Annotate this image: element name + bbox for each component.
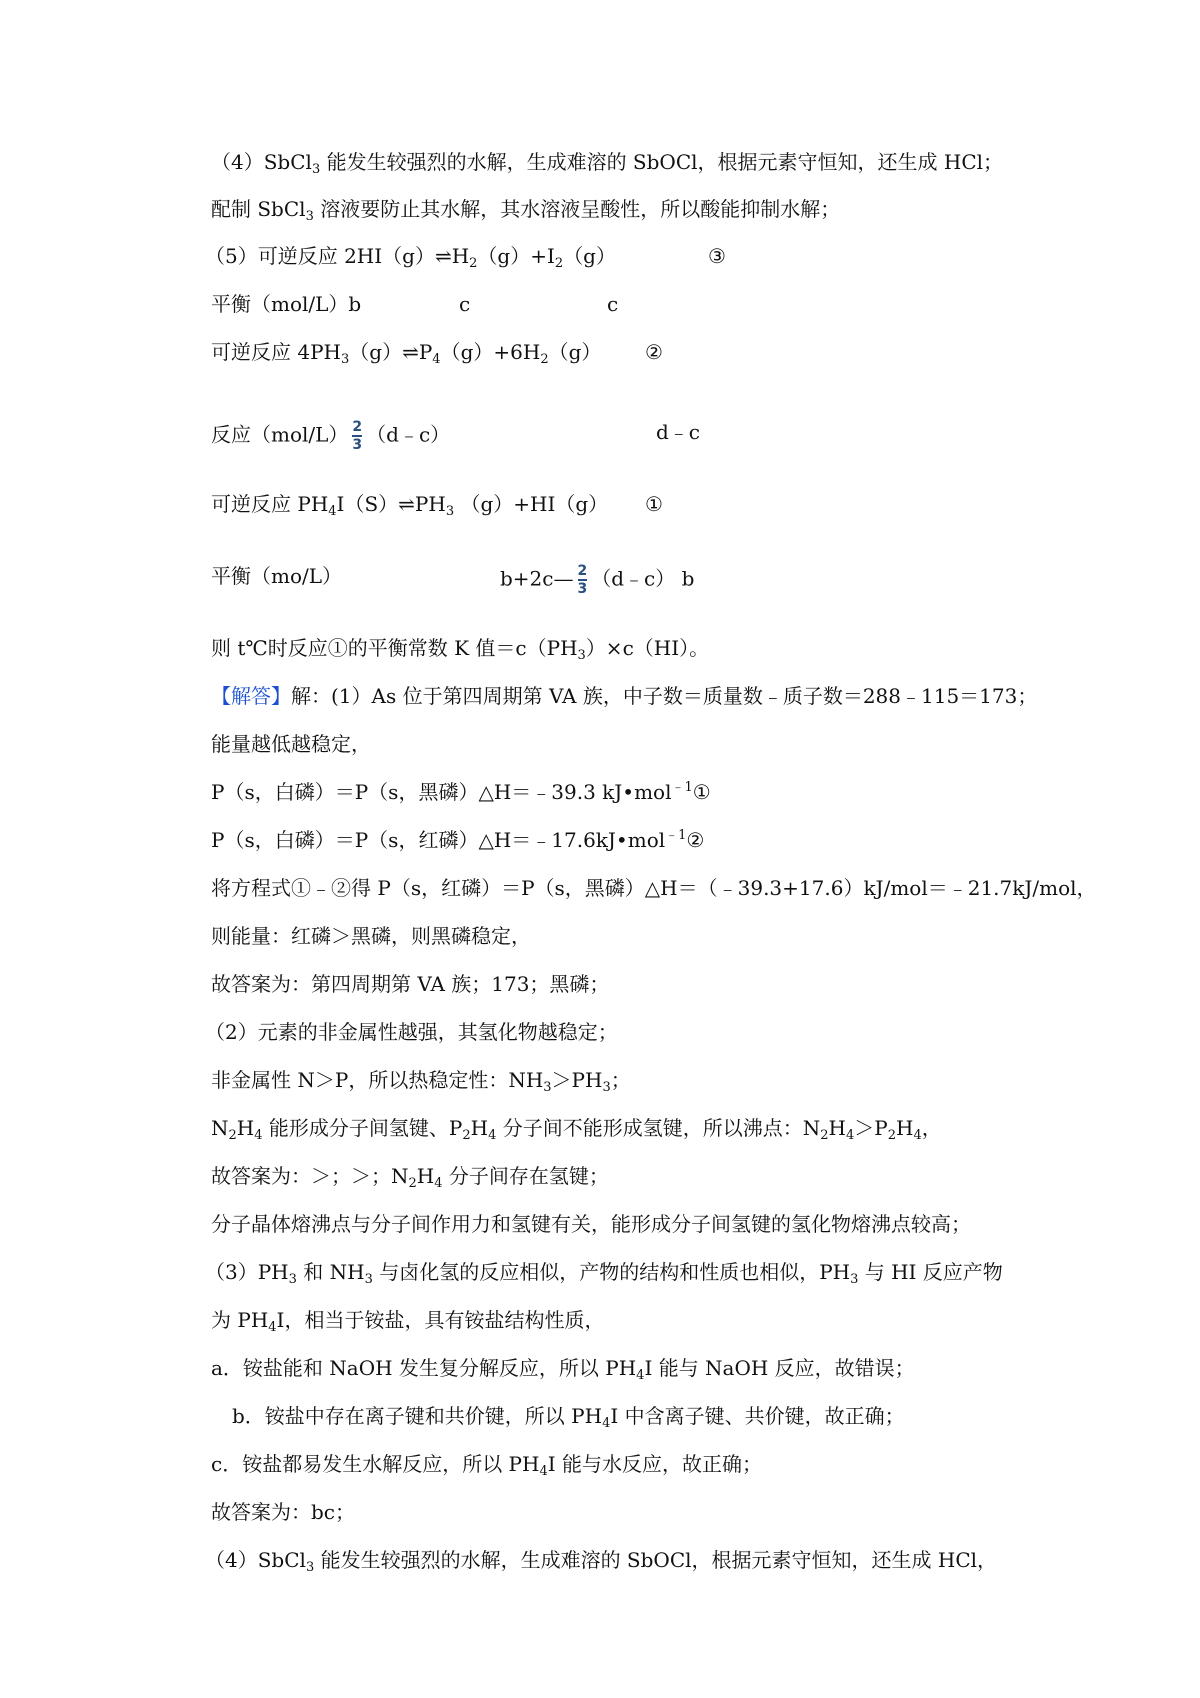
equation-mark: ③ <box>708 244 726 268</box>
text-line: 为 $PH_4I$，相当于铵盐，具有铵盐结构性质， <box>211 1308 605 1335</box>
text-line: P（s，白磷）＝P（s，黑磷）△H＝﹣39.3 kJ•mol$^{﹣1}$① <box>211 780 711 804</box>
text-line: 则能量：红磷＞黑磷，则黑磷稳定， <box>211 924 531 948</box>
text-line: $(3)PH_3$ 和 $NH_3$ 与卤化氢的反应相似，产物的结构和性质也相似，$PH_3$ 与 HI 反应产物 <box>205 1260 1003 1287</box>
text-line: 分子晶体熔沸点与分子间作用力和氢键有关，能形成分子间氢键的氢化物熔沸点较高； <box>211 1212 971 1236</box>
text-line: 则 t℃时反应①的平衡常数 K 值$=c(PH_3)\times c(HI)$。 <box>211 636 710 663</box>
equilibrium-label: 平衡（mo/L） <box>211 564 343 588</box>
reaction-line: 反应（mol/L） $\frac{2}{3}$ （d﹣c） <box>211 419 451 453</box>
equation-line: （5）可逆反应 $2HI(g)\rightleftharpoons H_2(g)+I_2(g)$ <box>205 244 616 271</box>
equilibrium-value: c <box>459 292 471 316</box>
text-line: 故答案为：第四周期第 VA 族；173；黑磷； <box>211 972 610 996</box>
text-line: 非金属性 N＞P，所以热稳定性：$NH_3>PH_3$； <box>211 1068 631 1095</box>
equation-mark: ② <box>645 340 663 364</box>
text-line: 故答案为：＞；＞；$N_2H_4$ 分子间存在氢键； <box>211 1164 609 1191</box>
text-line: a．铵盐能和 NaOH 发生复分解反应，所以 $PH_4I$ 能与 NaOH 反应，故错误； <box>211 1356 915 1383</box>
equation-line: 可逆反应 $4PH_3(g)\rightleftharpoons P_4(g)+6H_2(g)$ <box>211 340 602 367</box>
reaction-value: d﹣c <box>656 420 701 444</box>
text-line: （4）SbCl$_3$ 能发生较强烈的水解，生成难溶的 SbOCl，根据元素守恒知，还生成 HCl； <box>211 150 1004 177</box>
text-line: $N_2H_4$ 能形成分子间氢键、$P_2H_4$ 分子间不能形成氢键，所以沸点：$N_2H_4>P_2H_4$， <box>211 1116 942 1143</box>
text-line: c．铵盐都易发生水解反应，所以 $PH_4I$ 能与水反应，故正确； <box>211 1452 763 1479</box>
equation-line: 可逆反应 $PH_4I(S)\rightleftharpoons PH_3$ （g）+HI（g） <box>211 492 609 519</box>
text-line: P（s，白磷）＝P（s，红磷）△H＝﹣17.6kJ•mol$^{﹣1}$② <box>211 828 705 852</box>
text-line: 故答案为：bc； <box>211 1500 356 1524</box>
text-line: b．铵盐中存在离子键和共价键，所以 $PH_4I$ 中含离子键、共价键，故正确； <box>232 1404 905 1431</box>
fraction: $\frac{2}{3}$ <box>577 563 588 597</box>
text-line: 配制 SbCl$_3$ 溶液要防止其水解，其水溶液呈酸性，所以酸能抑制水解； <box>211 197 841 224</box>
text-line: 将方程式①﹣②得 P（s，红磷）＝P（s，黑磷）△H＝（﹣39.3+17.6）kJ/mol＝﹣21.7kJ/mol， <box>211 876 1097 900</box>
equation-mark: ① <box>645 492 663 516</box>
text-line: 能量越低越稳定， <box>211 732 371 756</box>
fraction: $\frac{2}{3}$ <box>352 419 363 453</box>
equilibrium-expression: b+2c— $\frac{2}{3}$ （d﹣c） b <box>500 563 695 597</box>
equilibrium-value: c <box>607 292 619 316</box>
answer-heading: 【解答】解：(1）As 位于第四周期第 VA 族，中子数＝质量数﹣质子数＝288﹣115＝173； <box>211 684 1038 708</box>
answer-tag: 【解答】 <box>211 684 291 708</box>
text-line: （2）元素的非金属性越强，其氢化物越稳定； <box>205 1020 618 1044</box>
equilibrium-label: 平衡（mol/L）b <box>211 292 362 316</box>
text-line: （4）SbCl$_3$ 能发生较强烈的水解，生成难溶的 SbOCl，根据元素守恒知，还生成 HCl， <box>205 1548 998 1575</box>
